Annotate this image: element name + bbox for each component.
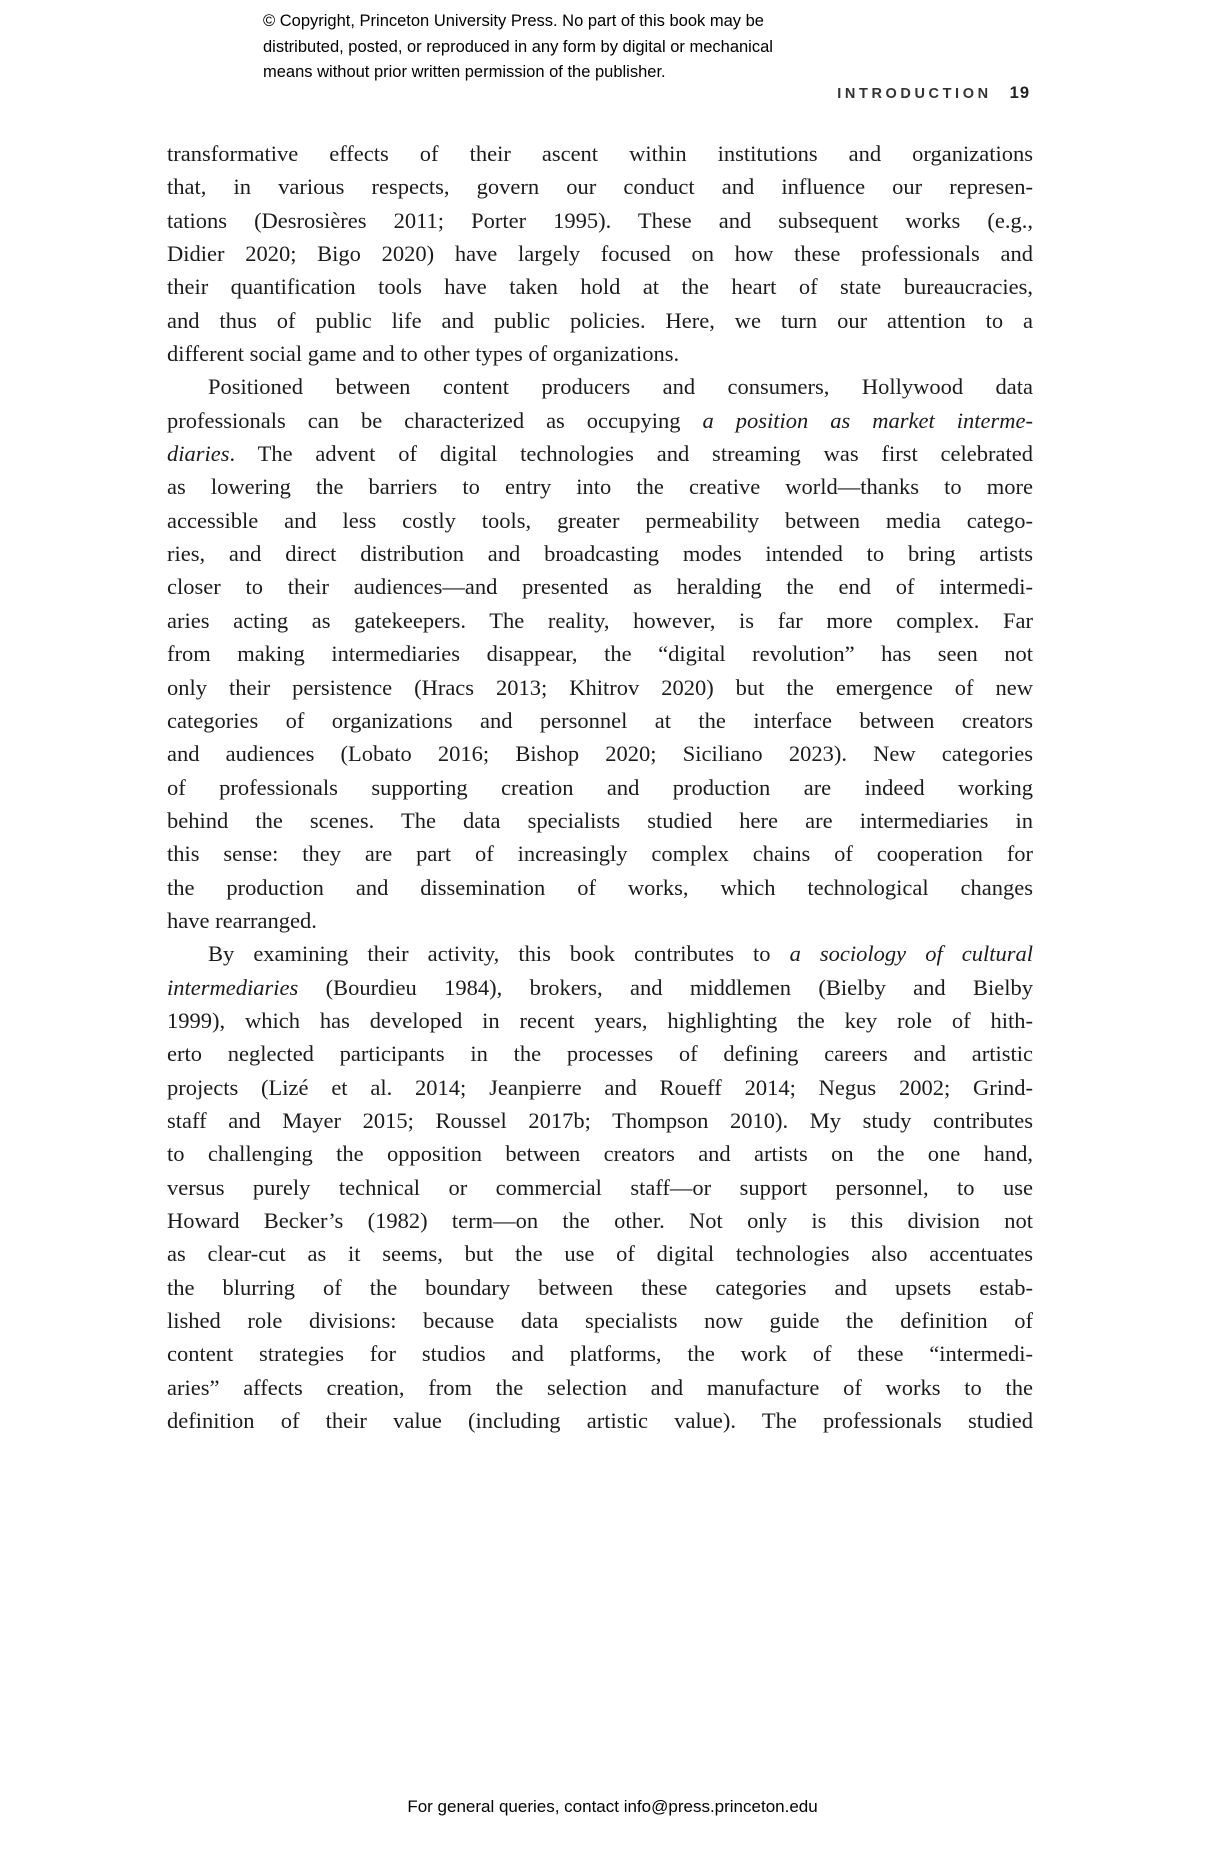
text-line xyxy=(167,1104,1033,1137)
text-line xyxy=(167,971,1033,1004)
text-line xyxy=(167,1171,1033,1204)
text-segment: erto neglected participants in the processes of defining careers and artistic xyxy=(167,1041,1033,1067)
text-segment: tations (Desrosières 2011; Porter 1995). These and subsequent works (e.g., xyxy=(167,207,1033,233)
italic-text-segment: intermediaries xyxy=(167,974,299,1000)
text-line xyxy=(167,270,1033,303)
text-line xyxy=(167,570,1033,603)
text-line xyxy=(167,204,1033,237)
text-line xyxy=(167,1271,1033,1304)
text-segment: from making intermediaries disappear, the “digital revolution” has seen not xyxy=(167,641,1033,667)
italic-text-segment: diaries xyxy=(167,441,230,467)
text-segment: categories of organizations and personnel at the interface between creators xyxy=(167,707,1033,733)
italic-text-segment: a sociology of cultural xyxy=(789,941,1034,967)
text-segment: Didier 2020; Bigo 2020) have largely focused on how these professionals and xyxy=(167,241,1033,267)
text-line xyxy=(167,671,1033,704)
text-line xyxy=(167,1004,1033,1037)
text-segment: staff and Mayer 2015; Roussel 2017b; Thompson 2010). My study contributes xyxy=(167,1107,1033,1133)
text-segment: aries acting as gatekeepers. The reality, however, is far more complex. Far xyxy=(167,607,1033,633)
text-line xyxy=(167,137,1033,170)
body-text xyxy=(167,137,1033,1437)
text-segment: (Bourdieu 1984), brokers, and middlemen (Bielby and Bielby xyxy=(298,974,1033,1000)
text-line xyxy=(167,404,1033,437)
text-line xyxy=(167,604,1033,637)
text-segment: closer to their audiences—and presented as heralding the end of intermedi- xyxy=(167,574,1033,600)
text-line xyxy=(167,370,1033,403)
text-segment: the blurring of the boundary between these categories and upsets estab- xyxy=(167,1274,1033,1300)
text-segment: to challenging the opposition between creators and artists on the one hand, xyxy=(167,1141,1033,1167)
text-segment: projects (Lizé et al. 2014; Jeanpierre and Roueff 2014; Negus 2002; Grind- xyxy=(167,1074,1033,1100)
text-line xyxy=(167,837,1033,870)
text-line xyxy=(167,904,1033,937)
text-line xyxy=(167,871,1033,904)
text-segment: that, in various respects, govern our conduct and influence our represen- xyxy=(167,174,1033,200)
text-segment: this sense: they are part of increasingly complex chains of cooperation for xyxy=(167,841,1033,867)
text-line xyxy=(167,504,1033,537)
text-segment: of professionals supporting creation and production are indeed working xyxy=(167,774,1033,800)
footer-contact: For general queries, contact info@press.princeton.edu xyxy=(407,1797,818,1816)
text-segment: as lowering the barriers to entry into the creative world—thanks to more xyxy=(167,474,1033,500)
text-line xyxy=(167,437,1033,470)
text-segment: transformative effects of their ascent within institutions and organizations xyxy=(167,141,1033,166)
text-line xyxy=(167,1071,1033,1104)
text-segment: and thus of public life and public policies. Here, we turn our attention to a xyxy=(167,307,1033,333)
text-segment: their quantification tools have taken hold at the heart of state bureaucracies, xyxy=(167,274,1033,300)
text-segment: 1999), which has developed in recent years, highlighting the key role of hith- xyxy=(167,1007,1033,1033)
text-segment: accessible and less costly tools, greater permeability between media catego- xyxy=(167,507,1033,533)
text-segment: different social game and to other types of organizations. xyxy=(167,341,680,367)
copyright-notice xyxy=(263,9,773,86)
text-line xyxy=(167,470,1033,503)
text-line xyxy=(167,937,1033,970)
text-segment: By examining their activity, this book contributes to xyxy=(208,941,790,967)
text-segment: and audiences (Lobato 2016; Bishop 2020; Siciliano 2023). New categories xyxy=(167,741,1033,767)
text-line xyxy=(167,1304,1033,1337)
text-segment: have rearranged. xyxy=(167,907,317,933)
text-line xyxy=(167,737,1033,770)
text-line xyxy=(167,1371,1033,1404)
section-title: INTRODUCTION xyxy=(837,86,992,102)
text-segment: as clear-cut as it seems, but the use of digital technologies also accentuates xyxy=(167,1241,1033,1267)
text-segment: definition of their value (including artistic value). The professionals studied xyxy=(167,1408,1033,1434)
text-line xyxy=(167,771,1033,804)
text-line xyxy=(167,337,1033,370)
text-segment: the production and dissemination of works, which technological changes xyxy=(167,874,1033,900)
text-line xyxy=(167,637,1033,670)
text-line xyxy=(167,1237,1033,1270)
text-line xyxy=(167,170,1033,203)
copyright-line: © Copyright, Princeton University Press. No part of this book may be xyxy=(263,12,764,30)
copyright-line: means without prior written permission of the publisher. xyxy=(263,63,666,81)
text-segment: aries” affects creation, from the selection and manufacture of works to the xyxy=(167,1374,1033,1400)
page-number: 19 xyxy=(1009,84,1030,102)
text-line xyxy=(167,304,1033,337)
text-segment: Positioned between content producers and consumers, Hollywood data xyxy=(208,374,1033,400)
text-line xyxy=(167,1204,1033,1237)
text-segment: Howard Becker’s (1982) term—on the other. Not only is this division not xyxy=(167,1208,1033,1233)
text-line xyxy=(167,1137,1033,1170)
text-line xyxy=(167,704,1033,737)
text-segment: . The advent of digital technologies and streaming was first celebrated xyxy=(229,441,1033,467)
text-segment: ries, and direct distribution and broadcasting modes intended to bring artists xyxy=(167,541,1033,567)
running-head xyxy=(837,84,1030,103)
text-line xyxy=(167,1337,1033,1370)
text-line xyxy=(167,804,1033,837)
text-segment: content strategies for studios and platforms, the work of these “intermedi- xyxy=(167,1341,1033,1367)
text-line xyxy=(167,1404,1033,1437)
text-segment: lished role divisions: because data specialists now guide the definition of xyxy=(167,1308,1033,1334)
text-segment: behind the scenes. The data specialists studied here are intermediaries in xyxy=(167,807,1033,833)
italic-text-segment: a position as market interme- xyxy=(702,407,1033,433)
text-line xyxy=(167,1037,1033,1070)
text-line xyxy=(167,237,1033,270)
text-line xyxy=(167,537,1033,570)
copyright-line: distributed, posted, or reproduced in any form by digital or mechanical xyxy=(263,37,773,56)
text-segment: professionals can be characterized as occupying xyxy=(167,407,703,433)
text-segment: versus purely technical or commercial staff—or support personnel, to use xyxy=(167,1174,1033,1200)
text-segment: only their persistence (Hracs 2013; Khitrov 2020) but the emergence of new xyxy=(167,674,1033,700)
